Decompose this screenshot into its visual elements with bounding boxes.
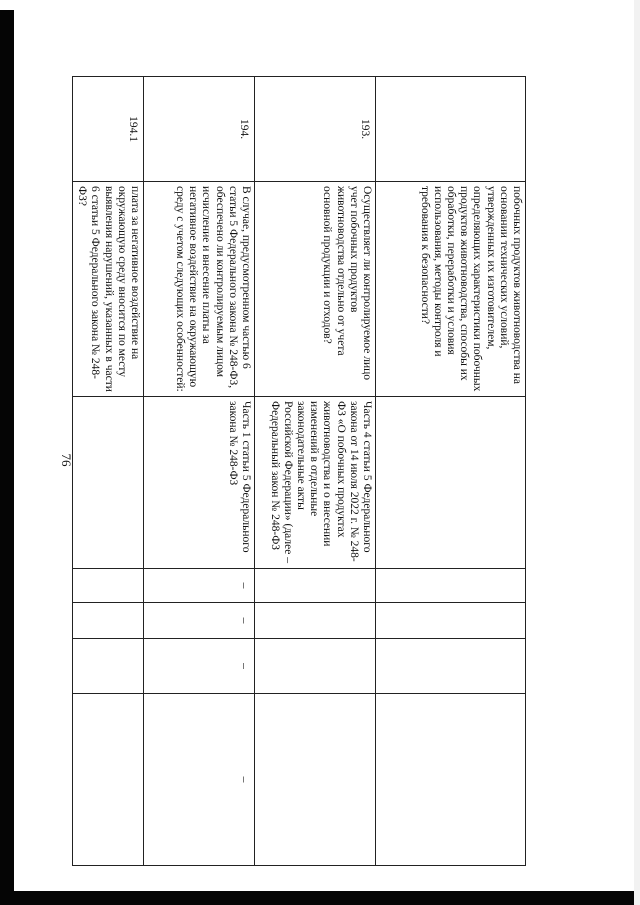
scan-border-right <box>634 0 640 905</box>
scan-border-left <box>0 10 14 892</box>
row-number-cell <box>376 77 526 182</box>
answer-na-cell <box>376 639 526 694</box>
scan-border-bottom <box>0 891 640 905</box>
answer-na-cell <box>72 639 143 694</box>
answer-no-cell <box>255 603 376 639</box>
table-row <box>376 77 526 866</box>
checklist-table-rotated <box>76 76 526 865</box>
table-row <box>72 77 143 866</box>
answer-no-cell: – <box>144 603 255 639</box>
question-cell: В случае, предусмотренном частью 6 статьи 5 Федерального закона № 248-ФЗ, обеспечено ли контролируемым лицом исчисление и внесение платы за негативное воздействие на окружающую среду с учетом следующих особенностей: <box>144 182 255 397</box>
answer-yes-cell <box>376 569 526 603</box>
note-cell <box>255 694 376 866</box>
question-cell: Осуществляет ли контролируемое лицо учет побочных продуктов животноводства отдельно от учета основной продукции и отходов? <box>255 182 376 397</box>
page-number: 76 <box>59 453 74 467</box>
row-number-cell: 194. <box>144 77 255 182</box>
table-row <box>144 77 255 866</box>
answer-no-cell <box>72 603 143 639</box>
note-cell <box>72 694 143 866</box>
reference-cell: Часть 4 статьи 5 Федерального закона от 14 июля 2022 г. № 248-ФЗ «О побочных продуктах животноводства и о внесении изменений в отдельные законодательные акты Российской Федерации» (далее – Федеральный закон № 248-ФЗ <box>255 397 376 569</box>
checklist-table <box>72 76 526 866</box>
answer-na-cell <box>255 639 376 694</box>
answer-no-cell <box>376 603 526 639</box>
note-cell <box>376 694 526 866</box>
row-number-cell: 194.1 <box>72 77 143 182</box>
question-cell: плата за негативное воздействие на окружающую среду вносится по месту выявления нарушений, указанных в части 6 статьи 5 Федерального закона № 248-ФЗ? <box>72 182 143 397</box>
answer-yes-cell <box>255 569 376 603</box>
reference-cell <box>72 397 143 569</box>
row-number-cell: 193. <box>255 77 376 182</box>
answer-yes-cell: – <box>144 569 255 603</box>
reference-cell: Часть 1 статьи 5 Федерального закона № 248-ФЗ <box>144 397 255 569</box>
reference-cell <box>376 397 526 569</box>
note-cell: – <box>144 694 255 866</box>
question-cell: побочных продуктов животноводства на основании технических условий, утвержденных их изготовителем, определяющих характеристики побочных продуктов животноводства, способы их обработки, переработки и условия использования, методы контроля и требования к безопасности? <box>376 182 526 397</box>
table-row <box>255 77 376 866</box>
answer-yes-cell <box>72 569 143 603</box>
answer-na-cell: – <box>144 639 255 694</box>
